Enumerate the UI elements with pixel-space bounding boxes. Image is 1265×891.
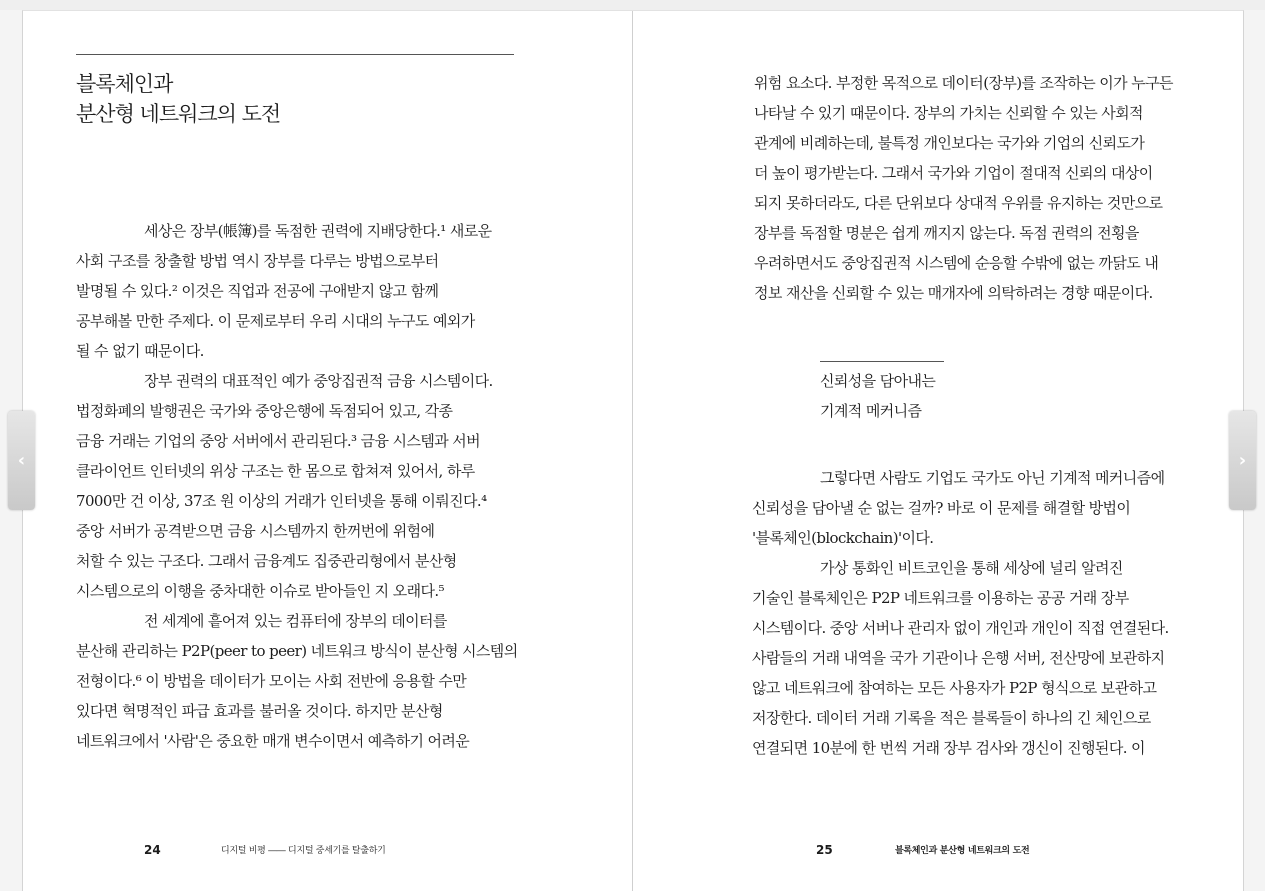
chapter-title <box>76 69 280 129</box>
text-line: 장부 권력의 대표적인 예가 중앙집권적 금융 시스템이다. <box>144 372 493 390</box>
chapter-title-line: 블록체인과 <box>76 72 173 96</box>
right-body-text-bottom <box>752 463 1169 763</box>
text-line: 공부해볼 만한 주제다. 이 문제로부터 우리 시대의 누구도 예외가 <box>76 312 475 330</box>
page-number: 25 <box>816 843 833 857</box>
chapter-rule <box>76 54 514 55</box>
right-page <box>633 11 1243 891</box>
section-rule <box>820 361 944 362</box>
text-line: 시스템이다. 중앙 서버나 관리자 없이 개인과 개인이 직접 연결된다. <box>752 619 1169 637</box>
text-line: 위험 요소다. 부정한 목적으로 데이터(장부)를 조작하는 이가 누구든 <box>754 74 1173 92</box>
text-line: 세상은 장부(帳簿)를 독점한 권력에 지배당한다.¹ 새로운 <box>144 222 492 240</box>
text-line: 저장한다. 데이터 거래 기록을 적은 블록들이 하나의 긴 체인으로 <box>752 709 1151 727</box>
text-line: 시스템으로의 이행을 중차대한 이슈로 받아들인 지 오래다.⁵ <box>76 582 444 600</box>
page-number: 24 <box>144 843 161 857</box>
prev-page-button[interactable] <box>8 411 35 510</box>
text-line: 신뢰성을 담아낼 순 없는 걸까? 바로 이 문제를 해결할 방법이 <box>752 499 1131 517</box>
text-line: 더 높이 평가받는다. 그래서 국가와 기업이 절대적 신뢰의 대상이 <box>754 164 1153 182</box>
text-line: 전형이다.⁶ 이 방법을 데이터가 모이는 사회 전반에 응용할 수만 <box>76 672 467 690</box>
text-line: 법정화폐의 발행권은 국가와 중앙은행에 독점되어 있고, 각종 <box>76 402 453 420</box>
chevron-left-icon: ‹ <box>17 450 26 471</box>
chevron-right-icon: › <box>1238 450 1247 471</box>
section-title-line: 기계적 메커니즘 <box>820 402 922 420</box>
right-body-text-top <box>754 68 1173 308</box>
text-line: 분산해 관리하는 P2P(peer to peer) 네트워크 방식이 분산형 시스템의 <box>76 642 518 660</box>
running-head: 디지털 비평 ―― 디지털 중세기를 탈출하기 <box>221 846 386 856</box>
chapter-title-line: 분산형 네트워크의 도전 <box>76 102 281 126</box>
text-line: 관계에 비례하는데, 불특정 개인보다는 국가와 기업의 신뢰도가 <box>754 134 1145 152</box>
text-line: 클라이언트 인터넷의 위상 구조는 한 몸으로 합쳐져 있어서, 하루 <box>76 462 475 480</box>
text-line: 사회 구조를 창출할 방법 역시 장부를 다루는 방법으로부터 <box>76 252 439 270</box>
book-spread <box>22 10 1247 891</box>
text-line: 연결되면 10분에 한 번씩 거래 장부 검사와 갱신이 진행된다. 이 <box>752 739 1145 757</box>
text-line: 있다면 혁명적인 파급 효과를 불러올 것이다. 하지만 분산형 <box>76 702 443 720</box>
text-line: 기술인 블록체인은 P2P 네트워크를 이용하는 공공 거래 장부 <box>752 589 1129 607</box>
left-body-text <box>76 216 518 756</box>
text-line: 그렇다면 사람도 기업도 국가도 아닌 기계적 메커니즘에 <box>820 469 1165 487</box>
viewer-top-bar <box>0 0 1265 10</box>
text-line: 중앙 서버가 공격받으면 금융 시스템까지 한꺼번에 위험에 <box>76 522 435 540</box>
text-line: 되지 못하더라도, 다른 단위보다 상대적 우위를 유지하는 것만으로 <box>754 194 1163 212</box>
text-line: 금융 거래는 기업의 중앙 서버에서 관리된다.³ 금융 시스템과 서버 <box>76 432 481 450</box>
text-line: 7000만 건 이상, 37조 원 이상의 거래가 인터넷을 통해 이뤄진다.⁴ <box>76 492 487 510</box>
text-line: 않고 네트워크에 참여하는 모든 사용자가 P2P 형식으로 보관하고 <box>752 679 1157 697</box>
text-line: '블록체인(blockchain)'이다. <box>752 529 934 547</box>
text-line: 발명될 수 있다.² 이것은 직업과 전공에 구애받지 않고 함께 <box>76 282 439 300</box>
text-line: 사람들의 거래 내역을 국가 기관이나 은행 서버, 전산망에 보관하지 <box>752 649 1165 667</box>
left-page <box>23 11 632 891</box>
next-page-button[interactable] <box>1229 411 1256 510</box>
text-line: 나타날 수 있기 때문이다. 장부의 가치는 신뢰할 수 있는 사회적 <box>754 104 1143 122</box>
text-line: 네트워크에서 '사람'은 중요한 매개 변수이면서 예측하기 어려운 <box>76 732 470 750</box>
section-title-line: 신뢰성을 담아내는 <box>820 372 936 390</box>
text-line: 가상 통화인 비트코인을 통해 세상에 널리 알려진 <box>820 559 1123 577</box>
text-line: 우려하면서도 중앙집권적 시스템에 순응할 수밖에 없는 까닭도 내 <box>754 254 1159 272</box>
text-line: 정보 재산을 신뢰할 수 있는 매개자에 의탁하려는 경향 때문이다. <box>754 284 1153 302</box>
text-line: 처할 수 있는 구조다. 그래서 금융계도 집중관리형에서 분산형 <box>76 552 457 570</box>
text-line: 될 수 없기 때문이다. <box>76 342 204 360</box>
section-title <box>820 366 935 426</box>
text-line: 전 세계에 흩어져 있는 컴퓨터에 장부의 데이터를 <box>144 612 447 630</box>
running-head: 블록체인과 분산형 네트워크의 도전 <box>895 846 1030 856</box>
text-line: 장부를 독점할 명분은 쉽게 깨지지 않는다. 독점 권력의 전횡을 <box>754 224 1139 242</box>
